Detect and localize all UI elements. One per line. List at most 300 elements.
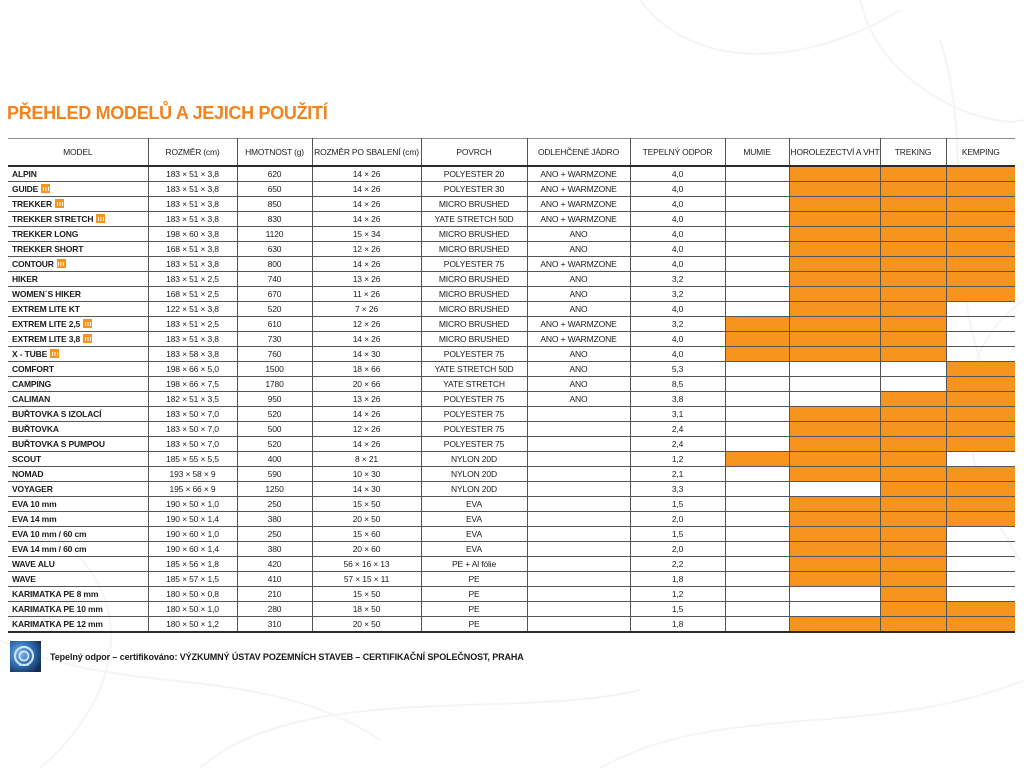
povrch-cell: POLYESTER 75 <box>421 257 527 272</box>
usage-cell-kemping <box>946 512 1015 527</box>
table-row <box>8 362 1015 377</box>
rozmer-cell: 185 × 56 × 1,8 <box>148 557 237 572</box>
column-header-odpor: TEPELNÝ ODPOR <box>630 139 725 167</box>
usage-cell-horolezectvi <box>789 302 880 317</box>
model-name-cell <box>8 332 148 347</box>
jadro-cell <box>527 437 630 452</box>
jadro-cell: ANO <box>527 347 630 362</box>
model-name-cell <box>8 242 148 257</box>
table-row <box>8 302 1015 317</box>
new-badge-icon <box>57 259 66 268</box>
table-row <box>8 377 1015 392</box>
model-name: TREKKER SHORT <box>12 244 84 254</box>
jadro-cell <box>527 587 630 602</box>
hmotnost-cell: 740 <box>237 272 312 287</box>
model-name: NOMAD <box>12 469 44 479</box>
model-name: EVA 10 mm / 60 cm <box>12 529 87 539</box>
model-name: BUŘTOVKA S PUMPOU <box>12 439 105 449</box>
sbaleni-cell: 14 × 26 <box>312 166 421 182</box>
odpor-cell: 2,2 <box>630 557 725 572</box>
usage-cell-mumie <box>725 587 789 602</box>
jadro-cell: ANO <box>527 227 630 242</box>
hmotnost-cell: 1120 <box>237 227 312 242</box>
jadro-cell <box>527 497 630 512</box>
hmotnost-cell: 410 <box>237 572 312 587</box>
model-name: CAMPING <box>12 379 52 389</box>
sbaleni-cell: 14 × 26 <box>312 212 421 227</box>
usage-cell-kemping <box>946 242 1015 257</box>
odpor-cell: 1,2 <box>630 587 725 602</box>
odpor-cell: 2,4 <box>630 422 725 437</box>
usage-cell-kemping <box>946 467 1015 482</box>
hmotnost-cell: 210 <box>237 587 312 602</box>
model-name: COMFORT <box>12 364 54 374</box>
sbaleni-cell: 15 × 60 <box>312 527 421 542</box>
odpor-cell: 2,0 <box>630 542 725 557</box>
usage-cell-treking <box>880 287 946 302</box>
rozmer-cell: 168 × 51 × 3,8 <box>148 242 237 257</box>
model-name: BUŘTOVKA <box>12 424 59 434</box>
sbaleni-cell: 14 × 26 <box>312 257 421 272</box>
odpor-cell: 2,1 <box>630 467 725 482</box>
odpor-cell: 4,0 <box>630 302 725 317</box>
table-row <box>8 407 1015 422</box>
hmotnost-cell: 610 <box>237 317 312 332</box>
sbaleni-cell: 20 × 50 <box>312 512 421 527</box>
jadro-cell <box>527 482 630 497</box>
column-header-rozmer: ROZMĚR (cm) <box>148 139 237 167</box>
table-row <box>8 497 1015 512</box>
hmotnost-cell: 420 <box>237 557 312 572</box>
rozmer-cell: 183 × 51 × 3,8 <box>148 197 237 212</box>
column-header-kemping: KEMPING <box>946 139 1015 167</box>
usage-cell-horolezectvi <box>789 587 880 602</box>
sbaleni-cell: 12 × 26 <box>312 242 421 257</box>
model-name-cell <box>8 377 148 392</box>
jadro-cell: ANO <box>527 242 630 257</box>
povrch-cell: EVA <box>421 497 527 512</box>
usage-cell-kemping <box>946 197 1015 212</box>
usage-cell-horolezectvi <box>789 422 880 437</box>
usage-cell-horolezectvi <box>789 527 880 542</box>
odpor-cell: 3,2 <box>630 317 725 332</box>
rozmer-cell: 193 × 58 × 9 <box>148 467 237 482</box>
usage-cell-kemping <box>946 302 1015 317</box>
povrch-cell: MICRO BRUSHED <box>421 242 527 257</box>
sbaleni-cell: 20 × 66 <box>312 377 421 392</box>
model-name-cell <box>8 542 148 557</box>
usage-cell-mumie <box>725 617 789 633</box>
povrch-cell: POLYESTER 75 <box>421 422 527 437</box>
usage-cell-mumie <box>725 422 789 437</box>
page-title: PŘEHLED MODELŮ A JEJICH POUŽITÍ <box>7 103 328 123</box>
table-row <box>8 467 1015 482</box>
povrch-cell: MICRO BRUSHED <box>421 272 527 287</box>
jadro-cell: ANO + WARMZONE <box>527 197 630 212</box>
table-row <box>8 452 1015 467</box>
usage-cell-horolezectvi <box>789 377 880 392</box>
usage-cell-horolezectvi <box>789 257 880 272</box>
model-name: HIKER <box>12 274 38 284</box>
usage-cell-treking <box>880 407 946 422</box>
usage-cell-horolezectvi <box>789 602 880 617</box>
hmotnost-cell: 520 <box>237 302 312 317</box>
sbaleni-cell: 8 × 21 <box>312 452 421 467</box>
odpor-cell: 4,0 <box>630 242 725 257</box>
model-name-cell <box>8 272 148 287</box>
new-badge-icon <box>83 319 92 328</box>
model-name-cell <box>8 407 148 422</box>
rozmer-cell: 183 × 51 × 3,8 <box>148 212 237 227</box>
sbaleni-cell: 14 × 30 <box>312 347 421 362</box>
hmotnost-cell: 590 <box>237 467 312 482</box>
usage-cell-kemping <box>946 392 1015 407</box>
usage-cell-mumie <box>725 497 789 512</box>
model-name-cell <box>8 572 148 587</box>
odpor-cell: 3,1 <box>630 407 725 422</box>
usage-cell-kemping <box>946 362 1015 377</box>
model-name-cell <box>8 557 148 572</box>
rozmer-cell: 180 × 50 × 0,8 <box>148 587 237 602</box>
jadro-cell: ANO + WARMZONE <box>527 317 630 332</box>
sbaleni-cell: 14 × 26 <box>312 182 421 197</box>
usage-cell-horolezectvi <box>789 467 880 482</box>
povrch-cell: YATE STRETCH 50D <box>421 362 527 377</box>
hmotnost-cell: 950 <box>237 392 312 407</box>
hmotnost-cell: 670 <box>237 287 312 302</box>
rozmer-cell: 183 × 51 × 2,5 <box>148 272 237 287</box>
jadro-cell: ANO <box>527 377 630 392</box>
usage-cell-mumie <box>725 557 789 572</box>
povrch-cell: MICRO BRUSHED <box>421 302 527 317</box>
usage-cell-horolezectvi <box>789 512 880 527</box>
model-name: CALIMAN <box>12 394 51 404</box>
rozmer-cell: 183 × 51 × 3,8 <box>148 182 237 197</box>
rozmer-cell: 190 × 60 × 1,4 <box>148 542 237 557</box>
column-header-jadro: ODLEHČENÉ JÁDRO <box>527 139 630 167</box>
sbaleni-cell: 10 × 30 <box>312 467 421 482</box>
new-badge-icon <box>55 199 64 208</box>
usage-cell-mumie <box>725 257 789 272</box>
rozmer-cell: 183 × 50 × 7,0 <box>148 407 237 422</box>
usage-cell-kemping <box>946 572 1015 587</box>
usage-cell-horolezectvi <box>789 437 880 452</box>
odpor-cell: 3,8 <box>630 392 725 407</box>
model-name: TREKKER <box>12 199 53 209</box>
usage-cell-kemping <box>946 527 1015 542</box>
table-row <box>8 317 1015 332</box>
usage-cell-mumie <box>725 332 789 347</box>
povrch-cell: POLYESTER 75 <box>421 392 527 407</box>
usage-cell-kemping <box>946 257 1015 272</box>
model-name-cell <box>8 422 148 437</box>
odpor-cell: 2,4 <box>630 437 725 452</box>
model-name-cell <box>8 602 148 617</box>
usage-cell-horolezectvi <box>789 272 880 287</box>
povrch-cell: PE <box>421 602 527 617</box>
models-table <box>8 138 1015 633</box>
povrch-cell: PE + Al fólie <box>421 557 527 572</box>
odpor-cell: 4,0 <box>630 197 725 212</box>
rozmer-cell: 183 × 50 × 7,0 <box>148 422 237 437</box>
jadro-cell: ANO + WARMZONE <box>527 332 630 347</box>
table-row <box>8 392 1015 407</box>
usage-cell-treking <box>880 272 946 287</box>
sbaleni-cell: 14 × 26 <box>312 332 421 347</box>
new-badge-icon <box>41 184 50 193</box>
usage-cell-horolezectvi <box>789 362 880 377</box>
model-name-cell <box>8 497 148 512</box>
sbaleni-cell: 15 × 50 <box>312 497 421 512</box>
usage-cell-kemping <box>946 287 1015 302</box>
odpor-cell: 1,8 <box>630 617 725 633</box>
rozmer-cell: 190 × 60 × 1,0 <box>148 527 237 542</box>
jadro-cell <box>527 407 630 422</box>
usage-cell-treking <box>880 377 946 392</box>
table-row <box>8 242 1015 257</box>
model-name-cell <box>8 362 148 377</box>
usage-cell-treking <box>880 512 946 527</box>
usage-cell-treking <box>880 166 946 182</box>
column-header-sbaleni: ROZMĚR PO SBALENÍ (cm) <box>312 139 421 167</box>
povrch-cell: POLYESTER 75 <box>421 437 527 452</box>
odpor-cell: 4,0 <box>630 182 725 197</box>
sbaleni-cell: 57 × 15 × 11 <box>312 572 421 587</box>
table-row <box>8 542 1015 557</box>
model-name-cell <box>8 527 148 542</box>
usage-cell-treking <box>880 482 946 497</box>
table-row <box>8 227 1015 242</box>
odpor-cell: 4,0 <box>630 212 725 227</box>
hmotnost-cell: 280 <box>237 602 312 617</box>
povrch-cell: MICRO BRUSHED <box>421 317 527 332</box>
usage-cell-kemping <box>946 407 1015 422</box>
usage-cell-mumie <box>725 212 789 227</box>
usage-cell-treking <box>880 587 946 602</box>
model-name-cell <box>8 227 148 242</box>
povrch-cell: PE <box>421 572 527 587</box>
povrch-cell: YATE STRETCH <box>421 377 527 392</box>
usage-cell-horolezectvi <box>789 452 880 467</box>
povrch-cell: NYLON 20D <box>421 452 527 467</box>
model-name: VOYAGER <box>12 484 53 494</box>
usage-cell-horolezectvi <box>789 347 880 362</box>
usage-cell-mumie <box>725 602 789 617</box>
new-badge-icon <box>83 334 92 343</box>
jadro-cell <box>527 617 630 633</box>
odpor-cell: 4,0 <box>630 166 725 182</box>
jadro-cell <box>527 422 630 437</box>
sbaleni-cell: 12 × 26 <box>312 422 421 437</box>
rozmer-cell: 185 × 57 × 1,5 <box>148 572 237 587</box>
odpor-cell: 1,8 <box>630 572 725 587</box>
usage-cell-horolezectvi <box>789 392 880 407</box>
odpor-cell: 1,5 <box>630 527 725 542</box>
hmotnost-cell: 650 <box>237 182 312 197</box>
usage-cell-treking <box>880 557 946 572</box>
usage-cell-mumie <box>725 452 789 467</box>
usage-cell-horolezectvi <box>789 557 880 572</box>
usage-cell-horolezectvi <box>789 497 880 512</box>
odpor-cell: 3,2 <box>630 287 725 302</box>
usage-cell-mumie <box>725 527 789 542</box>
povrch-cell: POLYESTER 75 <box>421 347 527 362</box>
jadro-cell <box>527 542 630 557</box>
usage-cell-horolezectvi <box>789 482 880 497</box>
rozmer-cell: 190 × 50 × 1,4 <box>148 512 237 527</box>
usage-cell-mumie <box>725 227 789 242</box>
jadro-cell: ANO + WARMZONE <box>527 212 630 227</box>
povrch-cell: POLYESTER 30 <box>421 182 527 197</box>
usage-cell-mumie <box>725 362 789 377</box>
povrch-cell: MICRO BRUSHED <box>421 197 527 212</box>
certification-text: Tepelný odpor – certifikováno: VÝZKUMNÝ ÚSTAV POZEMNÍCH STAVEB – CERTIFIKAČNÍ SPOLEČNOST, PRAHA <box>50 651 524 662</box>
usage-cell-treking <box>880 467 946 482</box>
jadro-cell <box>527 467 630 482</box>
usage-cell-mumie <box>725 467 789 482</box>
jadro-cell <box>527 452 630 467</box>
jadro-cell: ANO + WARMZONE <box>527 182 630 197</box>
rozmer-cell: 185 × 55 × 5,5 <box>148 452 237 467</box>
model-name-cell <box>8 302 148 317</box>
rozmer-cell: 183 × 58 × 3,8 <box>148 347 237 362</box>
usage-cell-kemping <box>946 272 1015 287</box>
table-row <box>8 572 1015 587</box>
usage-cell-kemping <box>946 422 1015 437</box>
hmotnost-cell: 400 <box>237 452 312 467</box>
usage-cell-mumie <box>725 347 789 362</box>
hmotnost-cell: 850 <box>237 197 312 212</box>
table-row <box>8 587 1015 602</box>
model-name: BUŘTOVKA S IZOLACÍ <box>12 409 102 419</box>
hmotnost-cell: 1500 <box>237 362 312 377</box>
table-row <box>8 512 1015 527</box>
hmotnost-cell: 800 <box>237 257 312 272</box>
column-header-povrch: POVRCH <box>421 139 527 167</box>
usage-cell-treking <box>880 257 946 272</box>
usage-cell-horolezectvi <box>789 287 880 302</box>
sbaleni-cell: 14 × 30 <box>312 482 421 497</box>
model-name: WAVE <box>12 574 36 584</box>
usage-cell-kemping <box>946 497 1015 512</box>
hmotnost-cell: 520 <box>237 407 312 422</box>
model-name: EVA 10 mm <box>12 499 57 509</box>
model-name-cell <box>8 437 148 452</box>
usage-cell-mumie <box>725 287 789 302</box>
usage-cell-treking <box>880 437 946 452</box>
usage-cell-mumie <box>725 437 789 452</box>
povrch-cell: PE <box>421 617 527 633</box>
rozmer-cell: 195 × 66 × 9 <box>148 482 237 497</box>
odpor-cell: 4,0 <box>630 347 725 362</box>
povrch-cell: POLYESTER 75 <box>421 407 527 422</box>
usage-cell-horolezectvi <box>789 332 880 347</box>
odpor-cell: 3,3 <box>630 482 725 497</box>
table-row <box>8 437 1015 452</box>
usage-cell-treking <box>880 527 946 542</box>
model-name-cell <box>8 182 148 197</box>
usage-cell-kemping <box>946 602 1015 617</box>
jadro-cell: ANO <box>527 287 630 302</box>
hmotnost-cell: 1250 <box>237 482 312 497</box>
povrch-cell: EVA <box>421 527 527 542</box>
usage-cell-mumie <box>725 302 789 317</box>
column-header-horolezectvi-a-vht: HOROLEZECTVÍ A VHT <box>789 139 880 167</box>
model-name: X - TUBE <box>12 349 48 359</box>
povrch-cell: MICRO BRUSHED <box>421 287 527 302</box>
model-name: KARIMATKA PE 12 mm <box>12 619 103 629</box>
table-row <box>8 182 1015 197</box>
rozmer-cell: 122 × 51 × 3,8 <box>148 302 237 317</box>
povrch-cell: EVA <box>421 512 527 527</box>
rozmer-cell: 198 × 66 × 7,5 <box>148 377 237 392</box>
usage-cell-horolezectvi <box>789 212 880 227</box>
usage-cell-treking <box>880 602 946 617</box>
usage-cell-kemping <box>946 166 1015 182</box>
usage-cell-mumie <box>725 182 789 197</box>
usage-cell-treking <box>880 497 946 512</box>
model-name: EXTREM LITE KT <box>12 304 80 314</box>
jadro-cell <box>527 557 630 572</box>
table-row <box>8 617 1015 633</box>
table-row <box>8 272 1015 287</box>
odpor-cell: 3,2 <box>630 272 725 287</box>
hmotnost-cell: 520 <box>237 437 312 452</box>
model-name: EXTREM LITE 2,5 <box>12 319 81 329</box>
usage-cell-kemping <box>946 482 1015 497</box>
usage-cell-horolezectvi <box>789 617 880 633</box>
jadro-cell <box>527 572 630 587</box>
rozmer-cell: 198 × 66 × 5,0 <box>148 362 237 377</box>
povrch-cell: EVA <box>421 542 527 557</box>
sbaleni-cell: 20 × 60 <box>312 542 421 557</box>
model-name: EVA 14 mm <box>12 514 57 524</box>
table-row <box>8 257 1015 272</box>
hmotnost-cell: 630 <box>237 242 312 257</box>
model-name: TREKKER LONG <box>12 229 79 239</box>
odpor-cell: 1,5 <box>630 497 725 512</box>
column-header-model: MODEL <box>63 147 93 157</box>
sbaleni-cell: 15 × 34 <box>312 227 421 242</box>
model-name: SCOUT <box>12 454 42 464</box>
usage-cell-treking <box>880 182 946 197</box>
odpor-cell: 2,0 <box>630 512 725 527</box>
table-row <box>8 212 1015 227</box>
usage-cell-horolezectvi <box>789 242 880 257</box>
usage-cell-mumie <box>725 317 789 332</box>
usage-cell-mumie <box>725 407 789 422</box>
usage-cell-treking <box>880 392 946 407</box>
rozmer-cell: 198 × 60 × 3,8 <box>148 227 237 242</box>
model-name-cell <box>8 617 148 633</box>
new-badge-icon <box>96 214 105 223</box>
model-name: EVA 14 mm / 60 cm <box>12 544 87 554</box>
sbaleni-cell: 20 × 50 <box>312 617 421 633</box>
povrch-cell: YATE STRETCH 50D <box>421 212 527 227</box>
usage-cell-mumie <box>725 197 789 212</box>
usage-cell-horolezectvi <box>789 542 880 557</box>
sbaleni-cell: 7 × 26 <box>312 302 421 317</box>
odpor-cell: 5,3 <box>630 362 725 377</box>
usage-cell-treking <box>880 242 946 257</box>
column-header-hmotnost: HMOTNOST (g) <box>237 139 312 167</box>
usage-cell-treking <box>880 452 946 467</box>
sbaleni-cell: 18 × 50 <box>312 602 421 617</box>
usage-cell-mumie <box>725 377 789 392</box>
usage-cell-treking <box>880 362 946 377</box>
usage-cell-mumie <box>725 512 789 527</box>
rozmer-cell: 183 × 51 × 2,5 <box>148 317 237 332</box>
